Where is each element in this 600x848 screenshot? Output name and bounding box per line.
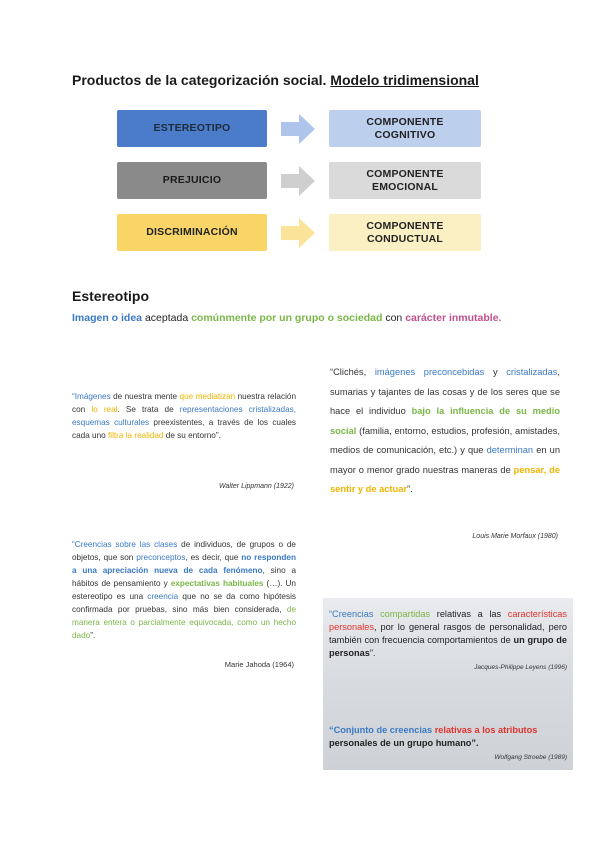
quote-leyens bbox=[329, 608, 567, 660]
arrow-right-icon bbox=[281, 114, 315, 144]
quote-text: compartidas bbox=[380, 609, 431, 619]
quote-text: cristalizadas bbox=[506, 367, 558, 377]
quote-text: lo real bbox=[91, 405, 118, 414]
emocional-line1: COMPONENTE bbox=[366, 167, 444, 180]
quote-text: “Creencias bbox=[329, 609, 374, 619]
quote-text: (familia, entorno, estudios, profesión, amistades, medios de comunicación, etc.) y que bbox=[330, 425, 560, 455]
quote-text: de manera entera o parcialmente equivocada, como un hecho dado bbox=[72, 605, 296, 640]
quotes-panel bbox=[323, 598, 573, 770]
cite-leyens: Jacques-Philippe Leyens (1996) bbox=[474, 664, 567, 671]
cite-morfaux: Louis Marie Morfaux (1980) bbox=[472, 533, 558, 540]
section-heading: Estereotipo bbox=[72, 288, 150, 304]
emocional-box bbox=[329, 162, 481, 199]
quote-text: filtra la realidad bbox=[107, 431, 164, 440]
discriminacion-label: DISCRIMINACIÓN bbox=[146, 226, 238, 238]
quote-text: imágenes preconcebidas bbox=[374, 367, 485, 377]
prejuicio-box bbox=[117, 162, 267, 199]
quote-text: “Imágenes bbox=[72, 392, 111, 401]
cite-jahoda: Marie Jahoda (1964) bbox=[224, 660, 294, 669]
cite-stroebe: Wolfgang Stroebe (1989) bbox=[494, 754, 567, 761]
quote-text: no responden a una apreciación nueva de cada fenómeno bbox=[72, 553, 296, 575]
quote-text: que no se da como hipótesis confirmada por pruebas, sino más bien considerada, bbox=[72, 592, 296, 614]
quote-text: . Se trata de bbox=[117, 405, 180, 414]
quote-text: características personales bbox=[329, 609, 567, 632]
quote-text: , por lo general rasgos de personalidad, pero también con frecuencia comportamientos de bbox=[329, 622, 567, 645]
estereotipo-box bbox=[117, 110, 267, 147]
estereotipo-label: ESTEREOTIPO bbox=[153, 122, 231, 134]
cite-lippmann: Walter Lippmann (1922) bbox=[219, 483, 294, 490]
prejuicio-label: PREJUICIO bbox=[162, 174, 222, 186]
quote-text: bajo la influencia de su medio social bbox=[330, 406, 561, 436]
quote-text: creencia bbox=[147, 592, 179, 601]
definition-part: Imagen o idea bbox=[72, 312, 143, 324]
definition-part: aceptada bbox=[142, 312, 192, 324]
quote-morfaux bbox=[330, 363, 560, 500]
quote-text: ”. bbox=[471, 738, 479, 748]
quote-text: relativas a los atributos bbox=[434, 725, 538, 735]
quote-text: un grupo de personas bbox=[329, 635, 567, 658]
quote-text: “Conjunto de creencias bbox=[329, 725, 433, 735]
quote-text: expectativas habituales bbox=[170, 579, 264, 588]
quote-text: “Clichés, bbox=[330, 367, 375, 377]
quote-text: pensar, de sentir y de actuar bbox=[330, 464, 560, 494]
page-title bbox=[72, 72, 479, 88]
definition-part: con bbox=[382, 312, 406, 324]
conductual-box bbox=[329, 214, 481, 251]
quote-text: de su entorno”. bbox=[163, 431, 221, 440]
quote-text: relativas a las bbox=[430, 609, 508, 619]
quote-text: representaciones cristalizadas, esquemas culturales bbox=[72, 405, 296, 427]
conductual-line1: COMPONENTE bbox=[366, 219, 444, 232]
cognitivo-box bbox=[329, 110, 481, 147]
cognitivo-line1: COMPONENTE bbox=[366, 115, 444, 128]
quote-text: , sino a hábitos de pensamiento y bbox=[72, 566, 296, 588]
quote-text: ”. bbox=[90, 631, 96, 640]
quote-text: determinan bbox=[486, 445, 534, 455]
title-main: Productos de la categorización social. bbox=[72, 72, 331, 88]
quote-text: ”. bbox=[407, 484, 413, 494]
quote-jahoda bbox=[72, 538, 296, 642]
quote-text: de nuestra mente bbox=[110, 392, 180, 401]
quote-text: “Creencias sobre las clases bbox=[72, 540, 178, 549]
discriminacion-box bbox=[117, 214, 267, 251]
quote-text: y bbox=[484, 367, 507, 377]
quote-text: preexistentes, a través de los cuales cada uno bbox=[72, 418, 296, 440]
quote-text: que mediatizan bbox=[179, 392, 236, 401]
emocional-line2: EMOCIONAL bbox=[372, 180, 438, 193]
quote-text: , es decir, que bbox=[185, 553, 242, 562]
title-underlined: Modelo tridimensional bbox=[330, 72, 479, 88]
quote-text: ”. bbox=[369, 648, 376, 658]
arrow-right-icon bbox=[281, 218, 315, 248]
definition-part: carácter inmutable. bbox=[405, 312, 502, 324]
quote-text: personales de un grupo humano bbox=[329, 738, 472, 748]
conductual-line2: CONDUCTUAL bbox=[366, 232, 444, 245]
definition bbox=[72, 312, 501, 324]
quote-stroebe bbox=[329, 724, 569, 750]
definition-part: comúnmente por un grupo o sociedad bbox=[191, 312, 383, 324]
quote-text: , sumarias y tajantes de las cosas y de los seres que se hace el individuo bbox=[330, 367, 560, 416]
quote-text: preconceptos bbox=[136, 553, 186, 562]
quote-text: (…). Un estereotipo es una bbox=[72, 579, 296, 601]
quote-lippmann bbox=[72, 390, 296, 442]
quote-text: en un mayor o menor grado nuestras maneras de bbox=[330, 445, 560, 475]
quote-text: nuestra relación con bbox=[72, 392, 296, 414]
cognitivo-line2: COGNITIVO bbox=[374, 128, 436, 141]
arrow-right-icon bbox=[281, 166, 315, 196]
quote-text: de individuos, de grupos o de objetos, que son bbox=[72, 540, 296, 562]
